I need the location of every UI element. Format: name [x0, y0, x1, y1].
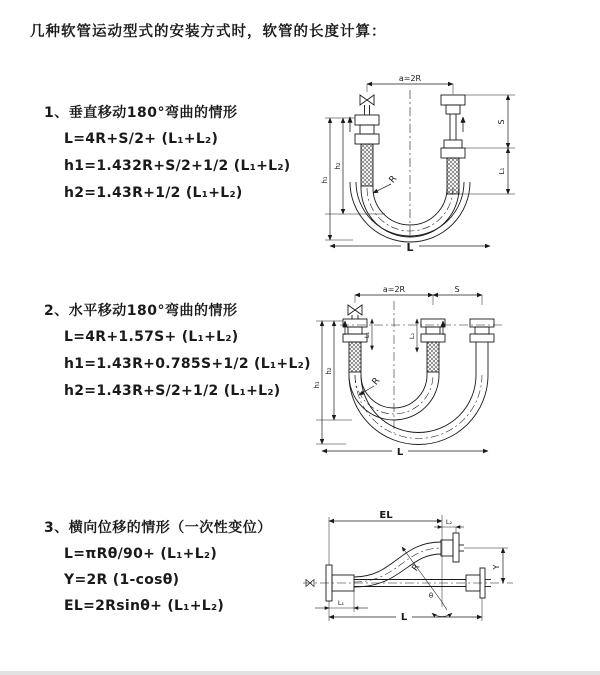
section-1-formula-L: L=4R+S/2+ (L₁+L₂) [64, 131, 219, 147]
d1-dim-r: R [387, 174, 400, 186]
section-3-heading: 3、横向位移的情形（一次性变位） [44, 520, 272, 536]
d2-linework [316, 295, 502, 451]
diagram-lateral-displacement [298, 505, 590, 650]
d1-left-braid [361, 144, 373, 186]
d3-hose-upper-wall [354, 542, 441, 577]
d2-dim-h2: h₂ [325, 367, 333, 375]
section-2-formula-L: L=4R+1.57S+ (L₁+L₂) [64, 329, 239, 345]
d2-dim-l: L [396, 447, 404, 458]
d1-radius-pointer [373, 184, 391, 193]
d1-right-flange [441, 95, 465, 105]
section-2-formula-h2: h2=1.43R+S/2+1/2 (L₁+L₂) [64, 383, 281, 399]
d2-hose-outer [349, 372, 439, 420]
section-3-formula-EL: EL=2Rsinθ+ (L₁+L₂) [64, 598, 225, 614]
d3-dim-l1: L₁ [337, 599, 345, 607]
d2-dim-r: R [370, 376, 383, 388]
d2-dim-h1: h₁ [313, 381, 321, 389]
section-1-formula-h1: h1=1.432R+S/2+1/2 (L₁+L₂) [64, 158, 291, 174]
d3-angle-arc [432, 613, 452, 616]
section-2-heading: 2、水平移动180°弯曲的情形 [44, 303, 238, 319]
d3-dim-el: EL [379, 510, 393, 521]
d2-dim-l2: L₂ [408, 332, 416, 340]
d1-dim-l1: L₁ [498, 167, 506, 175]
d1-dim-l: L [406, 241, 414, 254]
d3-dim-theta: θ [428, 592, 434, 600]
d1-dim-a2r: a=2R [398, 74, 422, 83]
diagram-vertical-180-bend [315, 70, 580, 260]
d3-dim-r: R [410, 562, 423, 574]
d3-dim-l: L [400, 612, 408, 623]
d2-dim-a2r: a=2R [382, 285, 406, 294]
d2-middle-braid [427, 342, 439, 372]
d3-upper-flange [453, 533, 459, 562]
d3-linework [303, 515, 513, 621]
valve-icon [348, 305, 362, 315]
d1-left-flange [355, 115, 379, 125]
page-title: 几种软管运动型式的安装方式时，软管的长度计算： [30, 24, 387, 40]
valve-icon [360, 95, 374, 105]
d1-dim-s: S [497, 119, 506, 125]
d2-hose-moved-outer [349, 375, 488, 445]
diagram-horizontal-180-bend [312, 283, 590, 458]
d1-dim-h2: h₂ [334, 162, 342, 170]
d1-linework [325, 84, 515, 246]
section-2-formula-h1: h1=1.43R+0.785S+1/2 (L₁+L₂) [64, 356, 311, 372]
d3-radius-line [402, 547, 442, 602]
section-3-formula-Y: Y=2R (1-cosθ) [64, 572, 180, 588]
section-3-formula-L: L=πRθ/90+ (L₁+L₂) [64, 546, 218, 562]
section-1-formula-h2: h2=1.43R+1/2 (L₁+L₂) [64, 185, 243, 201]
section-1-heading: 1、垂直移动180°弯曲的情形 [44, 105, 238, 121]
d2-dim-s: S [454, 285, 460, 294]
page-bottom-edge [0, 671, 600, 675]
d2-dim-l1: L₁ [363, 331, 371, 339]
d1-dim-h1: h₁ [321, 176, 329, 184]
d2-left-braid [349, 342, 361, 372]
d3-dim-y: Y [492, 564, 501, 570]
d3-dim-l2: L₂ [445, 518, 453, 526]
